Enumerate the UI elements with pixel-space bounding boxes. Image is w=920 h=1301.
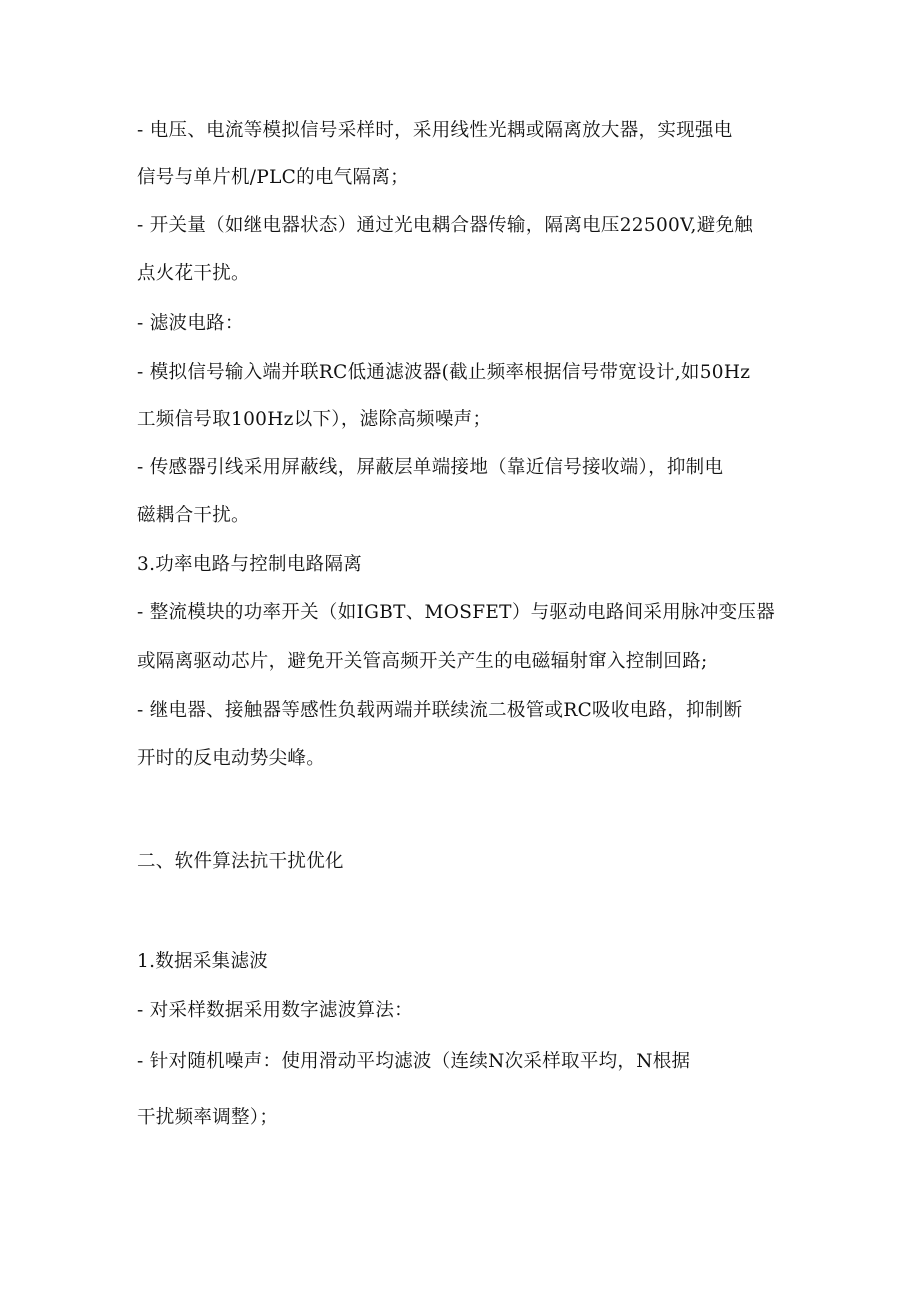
text-line: - 滤波电路： — [137, 313, 244, 334]
text-line: - 对采样数据采用数字滤波算法： — [137, 1000, 413, 1021]
section-heading: 1.数据采集滤波 — [137, 951, 269, 972]
text-line: 点火花干扰。 — [137, 263, 250, 284]
text-line: 磁耦合干扰。 — [137, 505, 250, 526]
text-line: - 开关量（如继电器状态）通过光电耦合器传输，隔离电压22500V,避免触 — [137, 215, 754, 236]
text-line: 或隔离驱动芯片，避免开关管高频开关产生的电磁辐射窜入控制回路; — [137, 651, 708, 672]
text-line: 信号与单片机/PLC的电气隔离； — [137, 167, 409, 188]
section-heading: 3.功率电路与控制电路隔离 — [137, 554, 363, 575]
text-line: - 针对随机噪声：使用滑动平均滤波（连续N次采样取平均，N根据 — [137, 1051, 691, 1072]
chapter-heading: 二、软件算法抗干扰优化 — [137, 851, 344, 872]
text-line: 工频信号取100Hz以下），滤除高频噪声； — [137, 409, 492, 430]
text-line: 干扰频率调整）； — [137, 1107, 279, 1128]
text-line: - 电压、电流等模拟信号采样时，采用线性光耦或隔离放大器，实现强电 — [137, 120, 733, 141]
text-line: 开时的反电动势尖峰。 — [137, 748, 326, 769]
text-line: - 模拟信号输入端并联RC低通滤波器(截止频率根据信号带宽设计,如50Hz — [137, 362, 751, 383]
text-line: - 传感器引线采用屏蔽线，屏蔽层单端接地（靠近信号接收端），抑制电 — [137, 457, 724, 478]
text-line: - 继电器、接触器等感性负载两端并联续流二极管或RC吸收电路，抑制断 — [137, 700, 743, 721]
text-line: - 整流模块的功率开关（如IGBT、MOSFET）与驱动电路间采用脉冲变压器 — [137, 602, 776, 623]
